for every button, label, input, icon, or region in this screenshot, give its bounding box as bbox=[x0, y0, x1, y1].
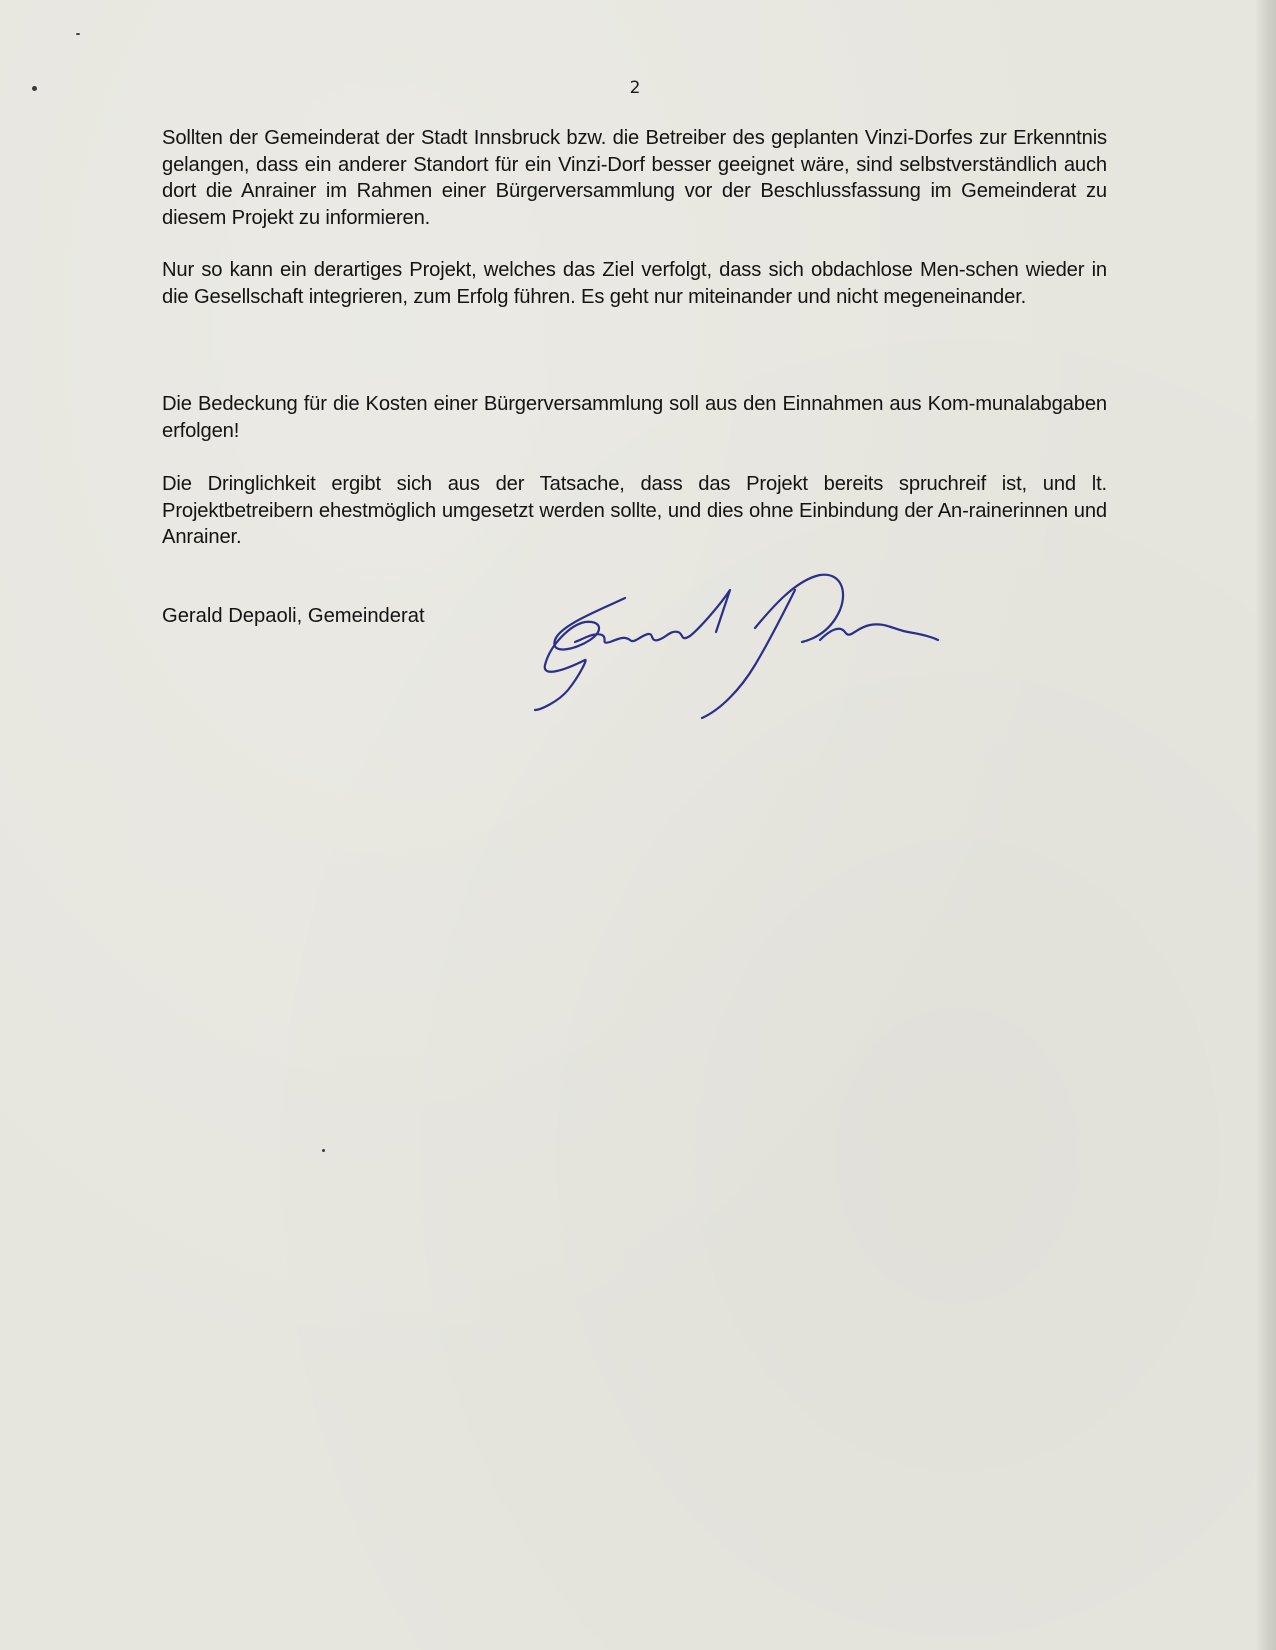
page-number: 2 bbox=[629, 78, 641, 98]
scan-speck bbox=[32, 86, 37, 91]
paragraph-cost-coverage: Die Bedeckung für die Kosten einer Bürgerversammlung soll aus den Einnahmen aus Kom-munalabgaben erfolgen! bbox=[162, 393, 1107, 442]
signatory-name: Gerald Depaoli, Gemeinderat bbox=[162, 605, 425, 627]
scan-speck bbox=[76, 33, 80, 35]
handwritten-signature bbox=[530, 570, 970, 740]
paragraph-alternative-location: Sollten der Gemeinderat der Stadt Innsbruck bzw. die Betreiber des geplanten Vinzi-Dorfes zur Erkenntnis gelangen, dass ein anderer Standort für ein Vinzi-Dorf besser geeignet wäre, sind selbstverständlich auch dort die Anrainer im Rahmen einer Bürgerversammlung vor der Beschlussfassung im Gemeinderat zu diesem Projekt zu informieren. bbox=[162, 127, 1107, 229]
page-edge-shadow bbox=[1254, 0, 1276, 1650]
paragraph-integration: Nur so kann ein derartiges Projekt, welches das Ziel verfolgt, dass sich obdachlose Men-schen wieder in die Gesellschaft integrieren, zum Erfolg führen. Es geht nur miteinander und nicht megeneinander. bbox=[162, 259, 1107, 308]
scan-speck bbox=[322, 1149, 325, 1152]
paragraph-urgency: Die Dringlichkeit ergibt sich aus der Tatsache, dass das Projekt bereits spruchreif ist, und lt. Projektbetreibern ehestmöglich umgesetzt werden sollte, und dies ohne Einbindung der An-rainerinnen und Anrainer. bbox=[162, 473, 1107, 548]
